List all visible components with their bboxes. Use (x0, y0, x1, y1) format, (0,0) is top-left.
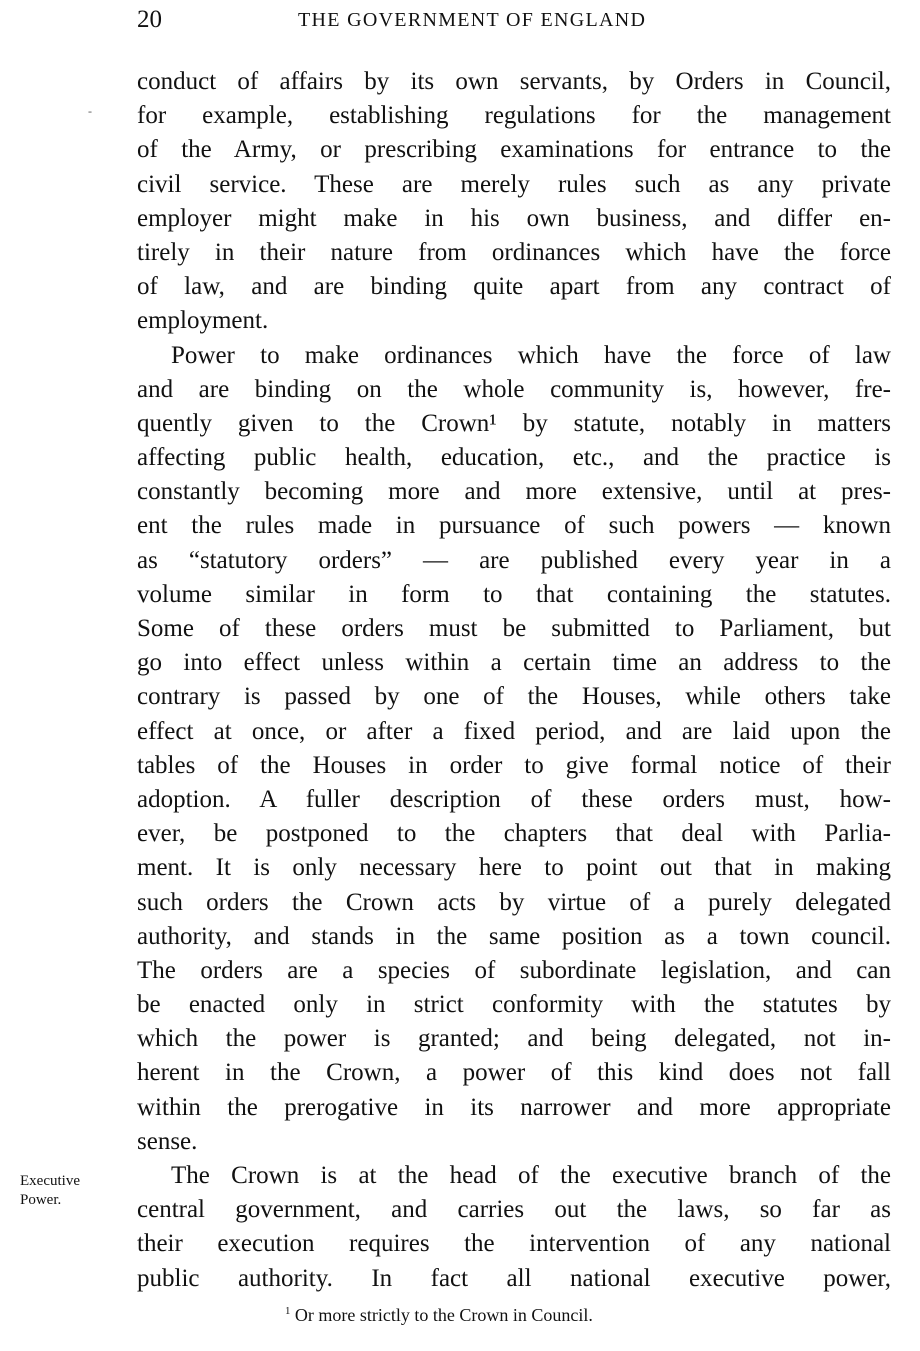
text-line: contrary is passed by one of the Houses, while others take (137, 683, 891, 711)
text-line: and are binding on the whole community is, however, fre- (137, 375, 891, 403)
footnote-marker: 1 (285, 1305, 291, 1317)
page-header (0, 6, 920, 38)
paragraph-3 (137, 1159, 891, 1296)
text-line: such orders the Crown acts by virtue of a purely delegated (137, 888, 891, 916)
margin-note-line: Executive (20, 1173, 80, 1189)
text-line: go into effect unless within a certain time an address to the (137, 649, 891, 677)
paragraph-1 (137, 65, 891, 339)
text-line: herent in the Crown, a power of this kind does not fall (137, 1059, 891, 1087)
text-line: for example, establishing regulations for the management (137, 102, 891, 130)
text-line: as “statutory orders” — are published every year in a (137, 546, 891, 574)
footnote-text: Or more strictly to the Crown in Council. (294, 1305, 593, 1325)
text-line: their execution requires the intervention of any national (137, 1230, 891, 1258)
text-line: adoption. A fuller description of these orders must, how- (137, 785, 891, 813)
text-line: effect at once, or after a fixed period, and are laid upon the (137, 717, 891, 745)
text-line: volume similar in form to that containing the statutes. (137, 580, 891, 608)
text-line: Power to make ordinances which have the force of law (171, 341, 891, 369)
text-line: affecting public health, education, etc., and the practice is (137, 444, 891, 472)
text-line: within the prerogative in its narrower and more appropriate (137, 1093, 891, 1121)
text-line: which the power is granted; and being delegated, not in- (137, 1025, 891, 1053)
text-line: authority, and stands in the same position as a town council. (137, 922, 891, 950)
text-line: of the Army, or prescribing examinations for entrance to the (137, 136, 891, 164)
stray-mark: - (88, 104, 92, 118)
text-line: employer might make in his own business, and differ en- (137, 204, 891, 232)
text-line: ent the rules made in pursuance of such powers — known (137, 512, 891, 540)
text-line: be enacted only in strict conformity with the statutes by (137, 991, 891, 1019)
text-line: public authority. In fact all national executive power, (137, 1264, 891, 1292)
text-line: ment. It is only necessary here to point out that in making (137, 854, 891, 882)
text-line: constantly becoming more and more extensive, until at pres- (137, 478, 891, 506)
text-line: The orders are a species of subordinate legislation, and can (137, 956, 891, 984)
text-line: of law, and are binding quite apart from any contract of (137, 273, 891, 301)
page-number: 20 (137, 6, 162, 33)
text-line: Some of these orders must be submitted to Parliament, but (137, 615, 891, 642)
text-line: sense. (137, 1127, 198, 1155)
text-line: civil service. These are merely rules such as any private (137, 170, 891, 198)
text-line: quently given to the Crown¹ by statute, notably in matters (137, 409, 891, 437)
text-line: tirely in their nature from ordinances which have the force (137, 238, 891, 266)
text-line: central government, and carries out the laws, so far as (137, 1196, 891, 1224)
margin-note (20, 1172, 80, 1210)
footnote (285, 1305, 593, 1326)
text-line: employment. (137, 307, 269, 335)
margin-note-line: Power. (20, 1192, 62, 1208)
paragraph-2 (137, 339, 891, 1160)
text-line: The Crown is at the head of the executive branch of the (171, 1162, 891, 1189)
running-head: THE GOVERNMENT OF ENGLAND (298, 9, 647, 31)
body-text (137, 65, 891, 1296)
text-line: ever, be postponed to the chapters that deal with Parlia- (137, 820, 891, 848)
text-line: conduct of affairs by its own servants, by Orders in Council, (137, 68, 891, 95)
text-line: tables of the Houses in order to give formal notice of their (137, 751, 891, 779)
